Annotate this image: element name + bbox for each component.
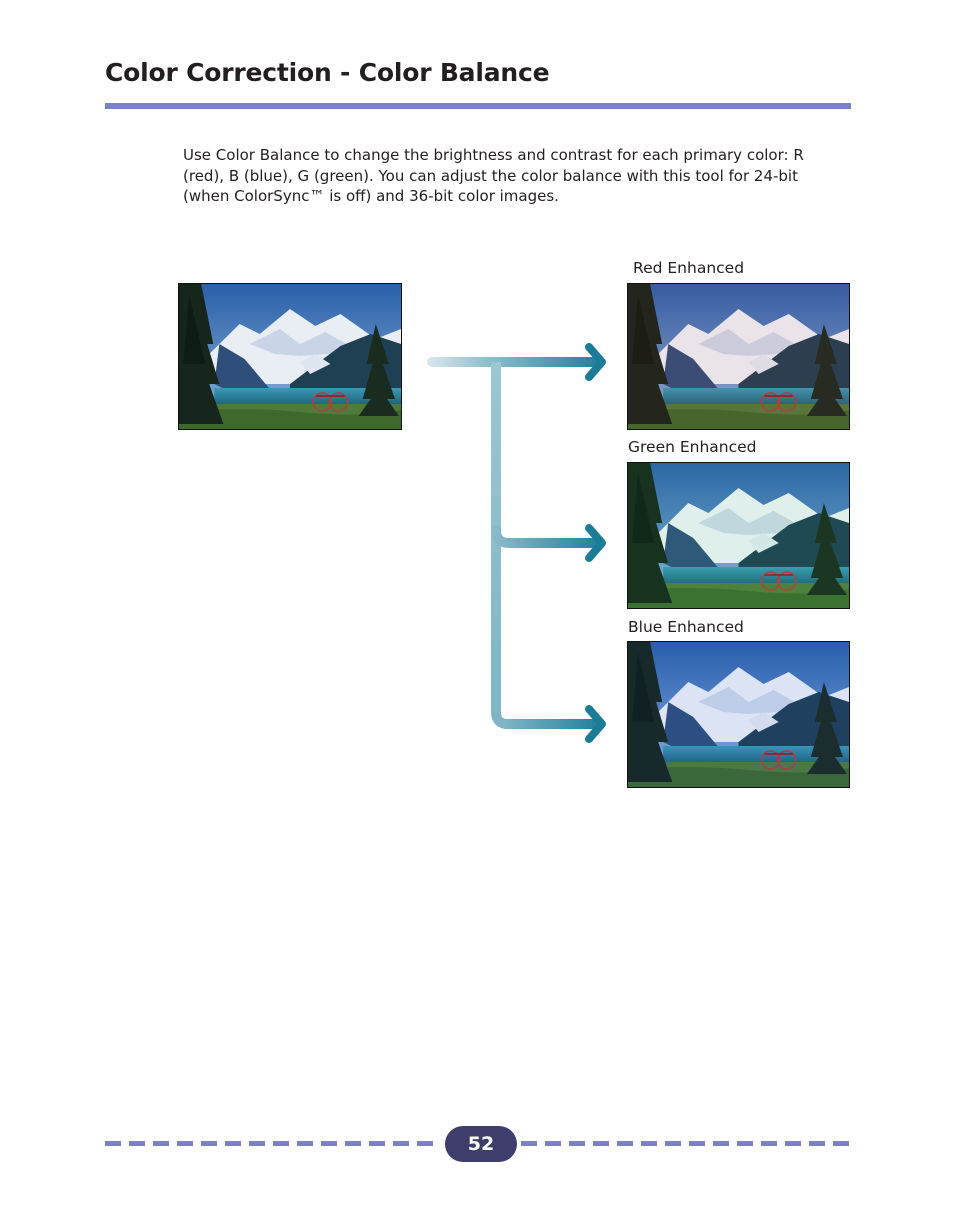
page-title: Color Correction - Color Balance [105, 58, 550, 87]
intro-paragraph: Use Color Balance to change the brightness and contrast for each primary color: R (red), B (blue), G (green). You can adjust the color balance with this tool for 24-bit (when ColorSync™ is off) and 36-bit color images. [183, 146, 804, 205]
page-number: 52 [467, 1133, 495, 1155]
green-enhanced-label: Green Enhanced [628, 438, 757, 456]
red-enhanced-label: Red Enhanced [633, 259, 745, 277]
blue-enhanced-label: Blue Enhanced [628, 618, 744, 636]
